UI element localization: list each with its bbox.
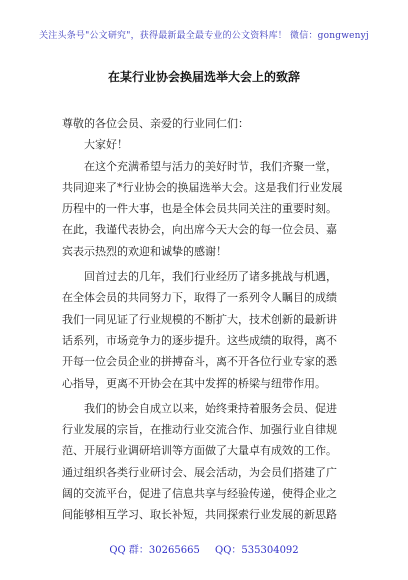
header-promo-note: 关注头条号"公文研究"，获得最新最全最专业的公文资料库！ 微信：gongwenyj (39, 31, 369, 41)
paragraph-line: 我们一同见证了行业规模的不断扩大，技术创新的最新讲 (62, 312, 337, 326)
paragraph-line: 在全体会员的共同努力下，取得了一系列令人瞩目的成绩 (62, 291, 337, 305)
paragraph-line: 在这个充满希望与活力的美好时节，我们齐聚一堂， (84, 159, 337, 173)
paragraph-line: 回首过去的几年，我们行业经历了诸多挑战与机遇， (84, 270, 337, 284)
paragraph-line: 通过组织各类行业研讨会、展会活动，为会员们搭建了广 (62, 465, 337, 479)
paragraph-line: 开每一位会员企业的拼搏奋斗，离不开各位行业专家的悉 (62, 355, 337, 369)
footer-contact (0, 541, 408, 556)
document-title: 在某行业协会换届选举大会上的致辞 (107, 70, 300, 84)
document-body (62, 113, 352, 526)
paragraph-line: 行业发展的宗旨，在推动行业交流合作、加强行业自律规 (62, 423, 337, 437)
paragraph-line: 范、开展行业调研培训等方面做了大量卓有成效的工作。 (62, 444, 337, 458)
paragraph-line: 心指导，更离不开协会在其中发挥的桥梁与纽带作用。 (62, 376, 326, 390)
salutation-line: 尊敬的各位会员、亲爱的行业同仁们： (62, 117, 249, 130)
greeting-line: 大家好！ (84, 138, 128, 152)
qq-label: QQ：535304092 (215, 545, 299, 556)
paragraph-line: 宾表示热烈的欢迎和诚挚的感谢！ (62, 244, 227, 258)
paragraph-line: 我们的协会自成立以来，始终秉持着服务会员、促进 (84, 401, 337, 415)
qq-group-label: QQ 群：30265665 (109, 545, 200, 556)
paragraph-line: 话系列，市场竞争力的逐步提升。这些成绩的取得，离不 (62, 333, 337, 347)
paragraph-line: 在此，我谨代表协会，向出席今天大会的每一位会员、嘉 (62, 223, 337, 237)
paragraph-line: 阔的交流平台，促进了信息共享与经验传递，使得企业之 (62, 487, 337, 501)
paragraph-line: 间能够相互学习、取长补短，共同探索行业发展的新思路 (62, 508, 337, 522)
paragraph-line: 历程中的一件大事，也是全体会员共同关注的重要时刻。 (62, 202, 337, 216)
paragraph-line: 共同迎来了*行业协会的换届选举大会。这是我们行业发展 (62, 180, 343, 194)
